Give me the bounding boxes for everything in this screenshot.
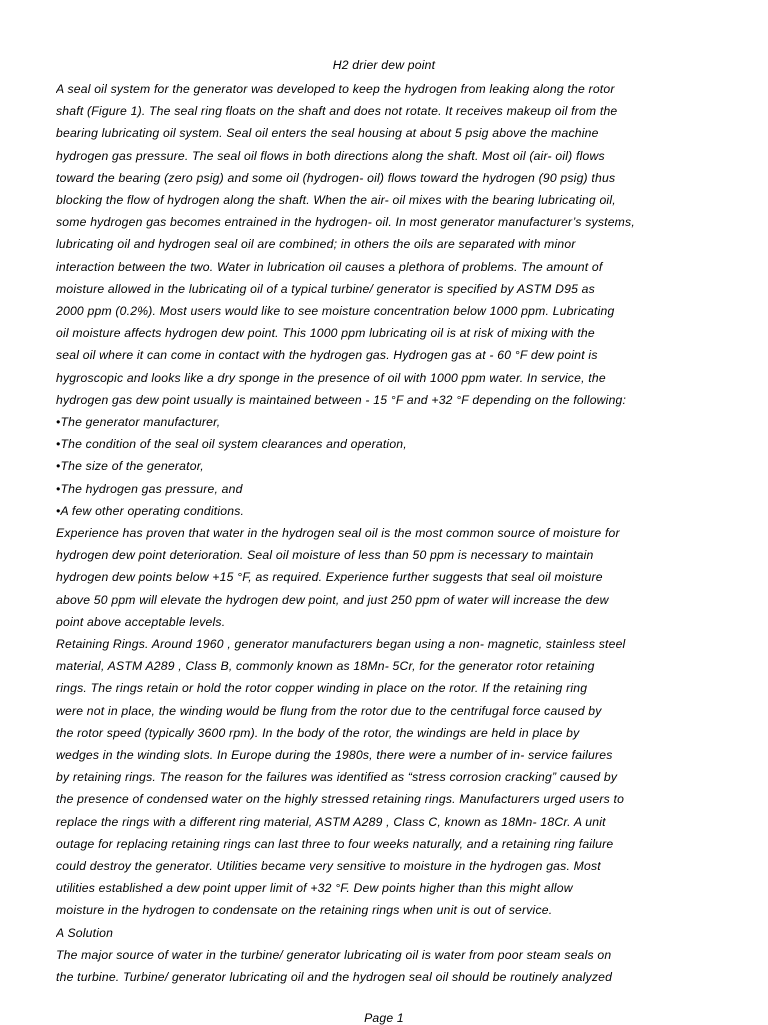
text-line: outage for replacing retaining rings can last three to four weeks naturally, and a retaining ring failure [56, 836, 614, 851]
text-line: material, ASTM A289 , Class B, commonly known as 18Mn- 5Cr, for the generator rotor retaining [56, 659, 595, 674]
text-line: utilities established a dew point upper limit of +32 °F. Dew points higher than this might allow [56, 881, 573, 896]
text-line: the turbine. Turbine/ generator lubricating oil and the hydrogen seal oil should be routinely analyzed [56, 970, 613, 984]
text-line: Retaining Rings. Around 1960 , generator manufacturers began using a non- magnetic, stainless steel [56, 637, 626, 651]
text-line: hydrogen gas pressure. The seal oil flows in both directions along the shaft. Most oil (air- oil) flows [56, 148, 605, 163]
text-line: point above acceptable levels. [56, 614, 226, 629]
text-line: some hydrogen gas becomes entrained in the hydrogen- oil. In most generator manufacturer’s systems, [56, 215, 635, 230]
text-line: toward the bearing (zero psig) and some oil (hydrogen- oil) flows toward the hydrogen (90 psig) thus [56, 170, 616, 185]
text-line: hygroscopic and looks like a dry sponge in the presence of oil with 1000 ppm water. In service, the [56, 370, 606, 385]
text-line: moisture allowed in the lubricating oil of a typical turbine/ generator is specified by ASTM D95 as [56, 281, 595, 296]
text-line: wedges in the winding slots. In Europe during the 1980s, there were a number of in- service failures [56, 748, 613, 762]
text-line: could destroy the generator. Utilities became very sensitive to moisture in the hydrogen gas. Most [56, 859, 601, 873]
text-line: •The generator manufacturer, [56, 415, 221, 429]
text-line: seal oil where it can come in contact with the hydrogen gas. Hydrogen gas at - 60 °F dew point is [56, 348, 598, 363]
page-footer: Page 1 [364, 1011, 404, 1025]
text-line: above 50 ppm will elevate the hydrogen dew point, and just 250 ppm of water will increase the dew [56, 592, 609, 607]
text-line: interaction between the two. Water in lubrication oil causes a plethora of problems. The amount of [56, 259, 603, 274]
text-line: blocking the flow of hydrogen along the shaft. When the air- oil mixes with the bearing lubricating oil, [56, 193, 616, 207]
text-line: hydrogen gas dew point usually is maintained between - 15 °F and +32 °F depending on the following: [56, 392, 627, 407]
text-line: •A few other operating conditions. [56, 503, 245, 518]
text-line: the rotor speed (typically 3600 rpm). In the body of the rotor, the windings are held in place by [56, 725, 580, 740]
text-line: The major source of water in the turbine/ generator lubricating oil is water from poor steam seals on [56, 947, 612, 962]
text-line: Experience has proven that water in the hydrogen seal oil is the most common source of moisture for [56, 526, 620, 540]
text-line: •The hydrogen gas pressure, and [56, 481, 243, 496]
text-line: •The condition of the seal oil system clearances and operation, [56, 437, 407, 452]
document-title: H2 drier dew point [332, 58, 436, 72]
text-line: •The size of the generator, [56, 459, 204, 474]
text-line: A Solution [56, 925, 114, 940]
text-line: 2000 ppm (0.2%). Most users would like to see moisture concentration below 1000 ppm. Lubricating [56, 304, 615, 318]
text-line: hydrogen dew points below +15 °F, as required. Experience further suggests that seal oil moisture [56, 570, 603, 585]
text-line: were not in place, the winding would be flung from the rotor due to the centrifugal force caused by [56, 703, 602, 718]
text-line: rings. The rings retain or hold the rotor copper winding in place on the rotor. If the retaining ring [56, 681, 588, 696]
text-line: hydrogen dew point deterioration. Seal oil moisture of less than 50 ppm is necessary to maintain [56, 548, 594, 563]
text-line: replace the rings with a different ring material, ASTM A289 , Class C, known as 18Mn- 18Cr. A unit [56, 814, 606, 829]
text-line: moisture in the hydrogen to condensate on the retaining rings when unit is out of service. [56, 903, 553, 918]
text-line: shaft (Figure 1). The seal ring floats on the shaft and does not rotate. It receives makeup oil from the [56, 104, 618, 119]
text-line: by retaining rings. The reason for the failures was identified as “stress corrosion cracking” caused by [56, 770, 618, 785]
text-line: oil moisture affects hydrogen dew point. This 1000 ppm lubricating oil is at risk of mixing with the [56, 326, 595, 341]
text-line: A seal oil system for the generator was developed to keep the hydrogen from leaking along the rotor [56, 82, 615, 96]
text-line: the presence of condensed water on the highly stressed retaining rings. Manufacturers urged users to [56, 792, 625, 807]
text-line: bearing lubricating oil system. Seal oil enters the seal housing at about 5 psig above the machine [56, 126, 599, 141]
text-line: lubricating oil and hydrogen seal oil are combined; in others the oils are separated with minor [56, 237, 576, 252]
